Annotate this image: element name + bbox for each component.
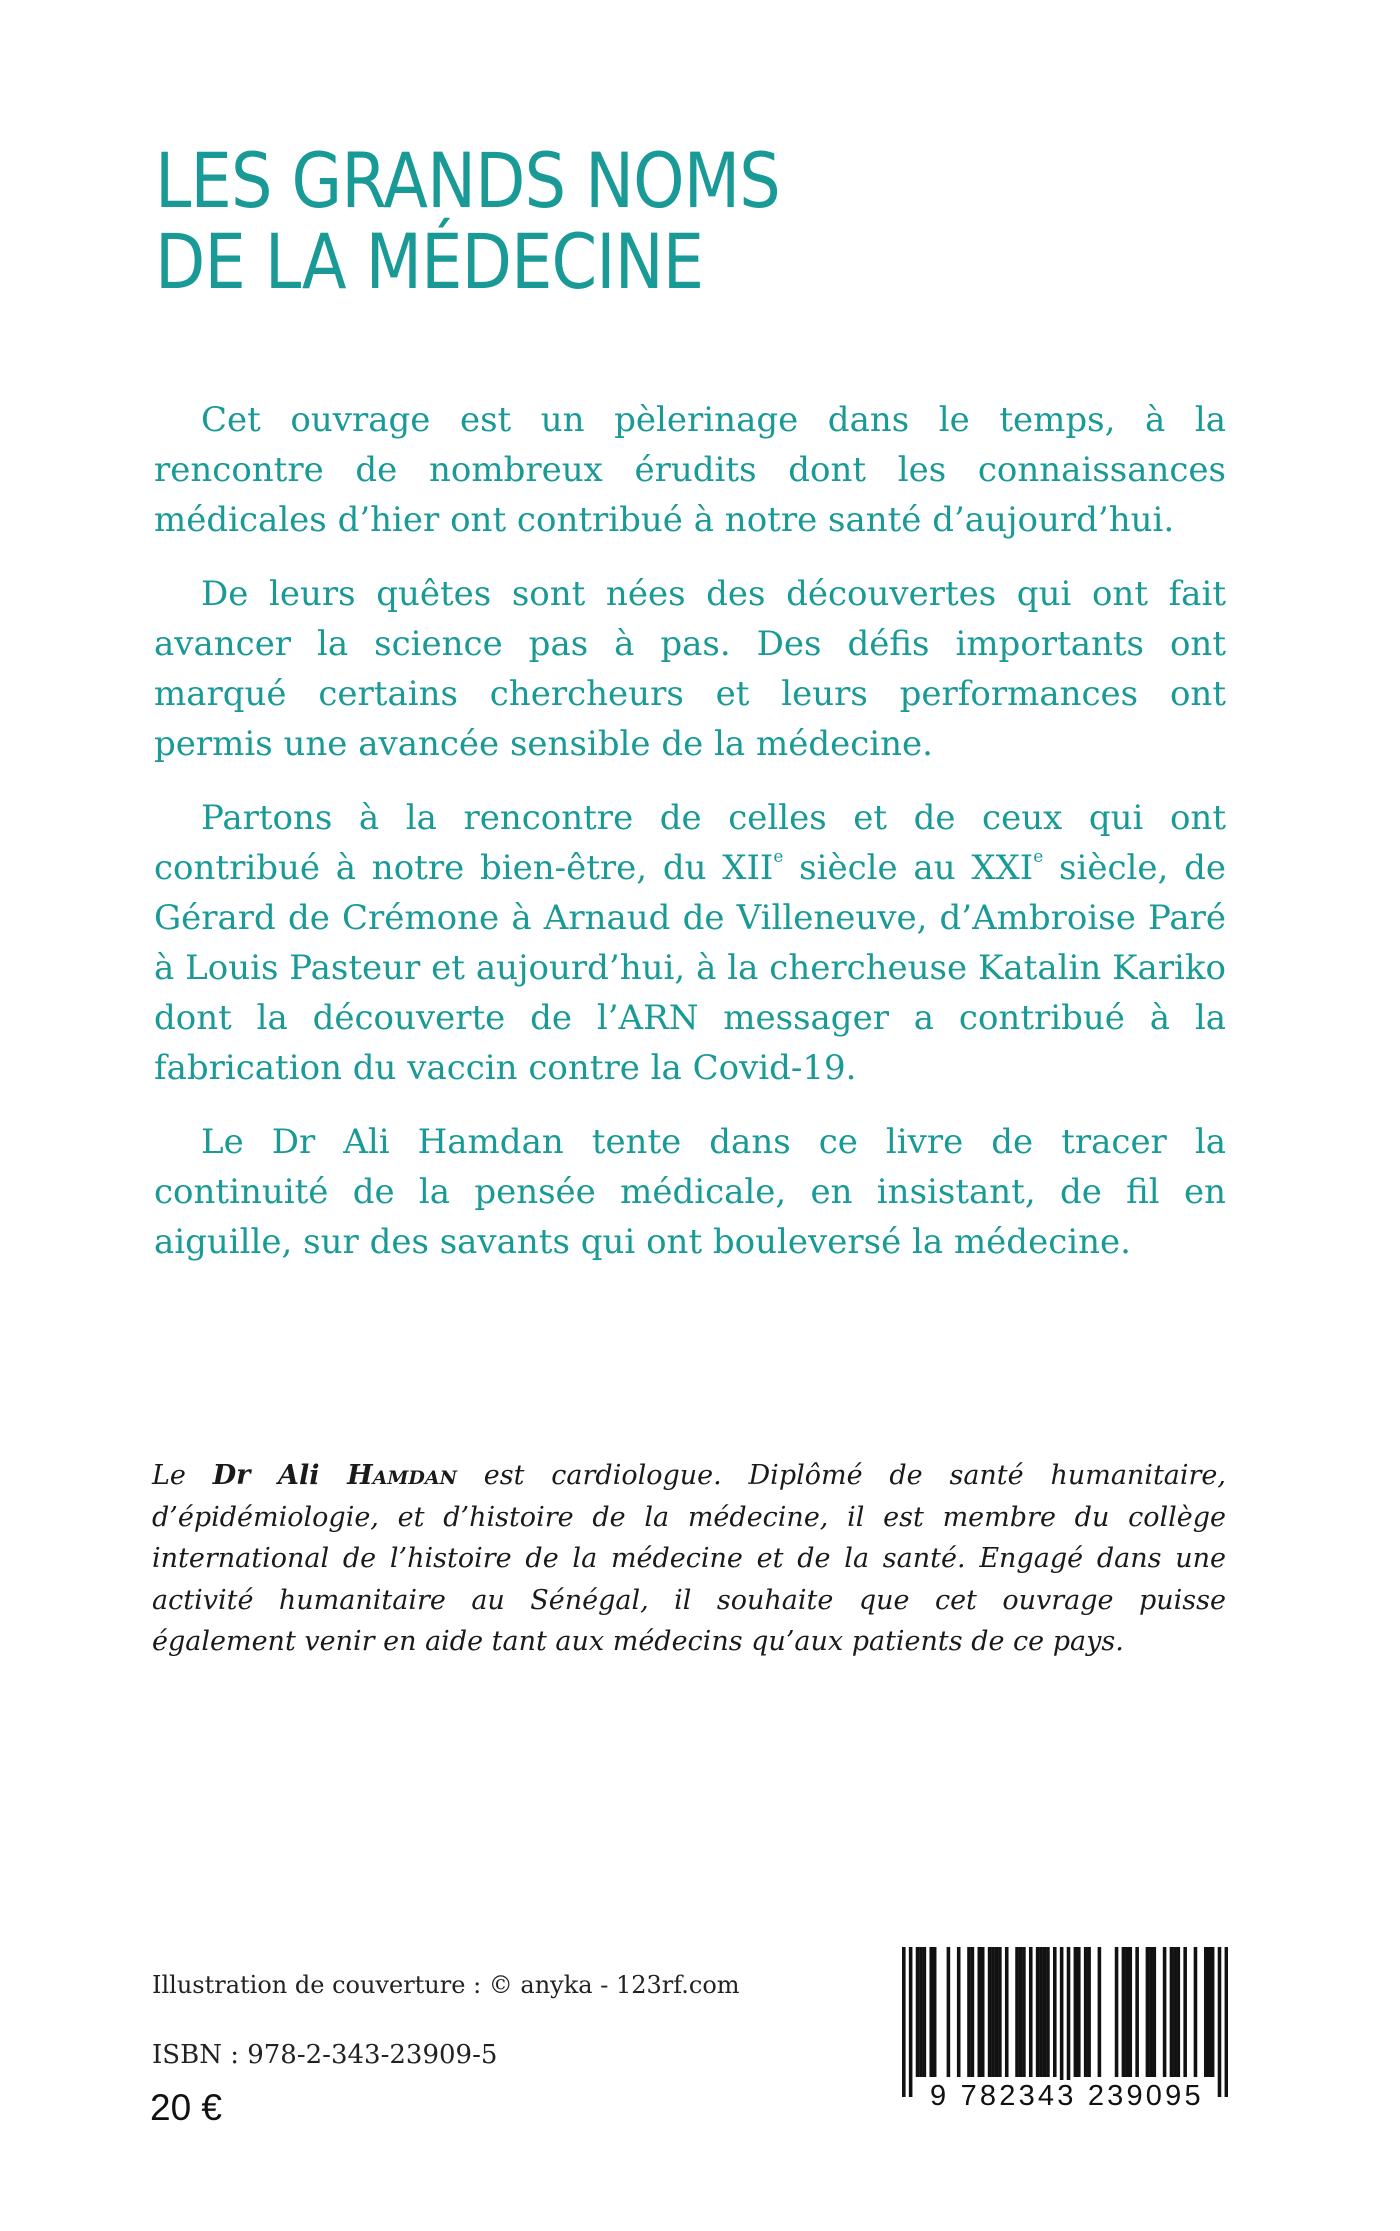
barcode-bar [1122,1947,1126,2077]
barcode-bar [1128,1947,1132,2077]
barcode-bar [1029,1947,1033,2077]
barcode-bar [1170,1947,1174,2077]
blurb-paragraph-2: De leurs quêtes sont nées des découvertes qui ont fait avancer la science pas à pas. Des défis importants ont marqué certains chercheurs et leurs performances ont permis une avancée sensible de la médecine. [154,574,1226,764]
blurb-p3-part-2: siècle au XXI [783,848,1034,888]
barcode-bar [1177,1947,1181,2077]
barcode-bar [1074,1947,1078,2077]
blurb-paragraph-3 [154,793,1226,1093]
book-title-line-1: LES GRANDS NOMS [155,136,780,225]
blurb-paragraph-4: Le Dr Ali Hamdan tente dans ce livre de tracer la continuité de la pensée médicale, en insistant, de fil en aiguille, sur des savants qui ont bouleversé la médecine. [154,1122,1226,1262]
barcode-bar [1163,1947,1167,2077]
barcode-bar [1098,1947,1102,2077]
barcode-bar [1022,1947,1026,2077]
barcode-bar [902,1947,906,2097]
book-title [155,136,780,307]
barcode-bar [971,1947,975,2077]
barcode-bar [991,1947,995,2077]
bio-text: est cardiologue. Diplômé de santé humanitaire, d’épidémiologie, et d’histoire de la médecine, il est membre du collège international de l’histoire de la médecine et de la santé. Engagé dans une activité humanitaire au Sénégal, il souhaite que cet ouvrage puisse également venir en aide tant aux médecins qu’aux patients de ce pays. [152,1460,1226,1657]
barcode-bar [1019,1947,1023,2077]
barcode-bar [967,1947,971,2077]
blurb-p3-part-1: Partons à la rencontre de celles et de ceux qui ont contribué à notre bien-être, du XII [154,798,1226,888]
barcode-bar [1146,1947,1150,2077]
barcode-bar [1087,1947,1091,2077]
bio-prefix: Le [152,1460,213,1491]
isbn-number: ISBN : 978-2-343-23909-5 [152,2040,498,2070]
barcode-bar [977,1947,981,2077]
price-label: 20 € [150,2087,223,2128]
barcode-bar [1149,1947,1153,2077]
barcode-bar [1005,1947,1009,2077]
barcode-bar [1084,1947,1088,2077]
barcode-bar [1039,1947,1043,2077]
barcode-bar [981,1947,985,2077]
barcode-bar [1015,1947,1019,2077]
isbn-barcode [902,1947,1228,2102]
barcode-bar [933,1947,937,2077]
barcode-bar [1046,1947,1050,2077]
barcode-bar [1135,1947,1139,2077]
barcode-bar [1194,1947,1198,2077]
back-cover-blurb [154,395,1226,1291]
author-name-last: Hamdan [347,1460,457,1491]
barcode-bar [916,1947,920,2077]
barcode-bar [1225,1947,1228,2097]
blurb-paragraph-1: Cet ouvrage est un pèlerinage dans le temps, à la rencontre de nombreux érudits dont les connaissances médicales d’hier ont contribué à notre santé d’aujourd’hui. [154,400,1226,540]
century-superscript-1: e [773,847,784,867]
barcode-bar [998,1947,1002,2077]
barcode-bar [1060,1947,1064,2097]
barcode-bar [1183,1947,1187,2077]
barcode-bar [929,1947,933,2077]
barcode-bar [1115,1947,1119,2077]
barcode-bar [1153,1947,1157,2077]
century-superscript-2: e [1033,847,1044,867]
barcode-bar [957,1947,961,2077]
barcode-bar [1043,1947,1047,2077]
barcode-bar [919,1947,923,2077]
blurb-p3-part-3: siècle, de Gérard de Crémone à Arnaud de Villeneuve, d’Ambroise Paré à Louis Pasteur et aujourd’hui, à la chercheuse Katalin Kariko dont la découverte de l’ARN messager a contribué à la fabrication du vaccin contre la Covid-19. [154,848,1226,1088]
barcode-bar [947,1947,951,2077]
barcode-bar [1125,1947,1129,2077]
barcode-bar [909,1947,913,2097]
cover-illustration-credit: Illustration de couverture : © anyka - 123rf.com [152,1971,740,1999]
barcode-bar [1173,1947,1177,2077]
barcode-bar [923,1947,927,2077]
barcode-bar [1067,1947,1071,2097]
barcode-digits: 9 782343 239095 [930,2080,1204,2112]
author-name-first: Dr Ali [212,1460,348,1491]
barcode-bar [1204,1947,1208,2077]
barcode-bar [1053,1947,1057,2077]
barcode-bar [995,1947,999,2077]
barcode-bar [988,1947,992,2077]
barcode-bar [1077,1947,1081,2077]
barcode-bar [1218,1947,1222,2097]
book-title-line-2: DE LA MÉDECINE [155,217,704,307]
author-biography [152,1455,1226,1663]
barcode-bars [902,1947,1228,2102]
barcode-bar [1211,1947,1215,2077]
barcode-bar [1207,1947,1211,2077]
barcode-bar [1036,1947,1040,2077]
